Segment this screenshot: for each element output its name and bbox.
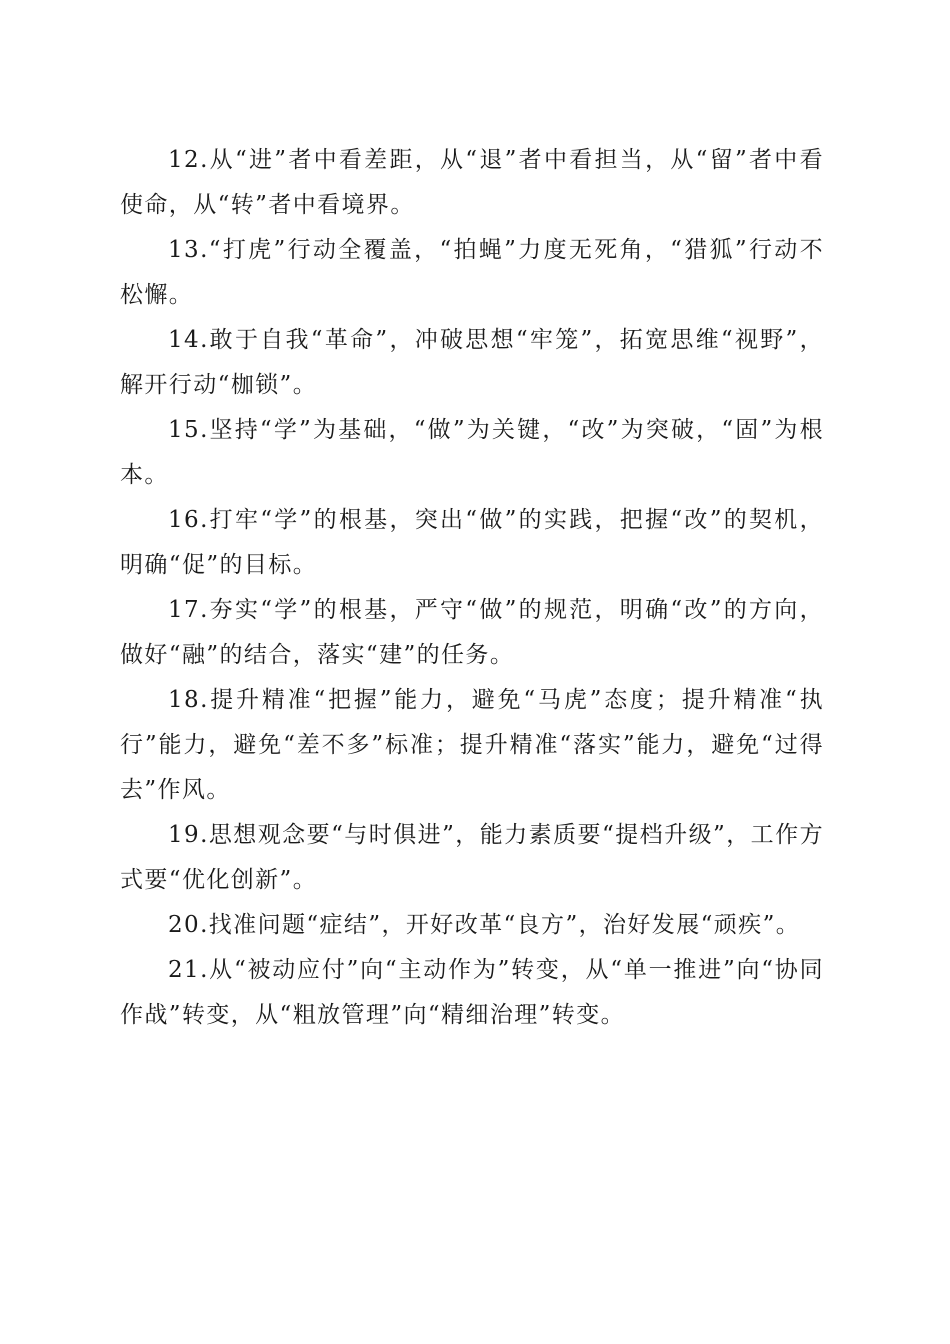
paragraph-19: 19.思想观念要“与时俱进”，能力素质要“提档升级”，工作方式要“优化创新”。	[120, 822, 824, 893]
paragraph-18: 18.提升精准“把握”能力，避免“马虎”态度；提升精准“执行”能力，避免“差不多”标准；提升精准“落实”能力，避免“过得去”作风。	[120, 687, 824, 803]
paragraph-15: 15.坚持“学”为基础，“做”为关键，“改”为突破，“固”为根本。	[120, 417, 824, 488]
paragraph-17: 17.夯实“学”的根基，严守“做”的规范，明确“改”的方向，做好“融”的结合，落实“建”的任务。	[120, 597, 824, 668]
paragraph-21: 21.从“被动应付”向“主动作为”转变，从“单一推进”向“协同作战”转变，从“粗放管理”向“精细治理”转变。	[120, 957, 824, 1028]
document-page	[120, 138, 824, 1038]
paragraph-16: 16.打牢“学”的根基，突出“做”的实践，把握“改”的契机，明确“促”的目标。	[120, 507, 824, 578]
paragraph-14: 14.敢于自我“革命”，冲破思想“牢笼”，拓宽思维“视野”，解开行动“枷锁”。	[120, 327, 824, 398]
paragraph-13: 13.“打虎”行动全覆盖，“拍蝇”力度无死角，“猎狐”行动不松懈。	[120, 237, 824, 308]
paragraph-12: 12.从“进”者中看差距，从“退”者中看担当，从“留”者中看使命，从“转”者中看境界。	[120, 147, 824, 218]
paragraph-20: 20.找准问题“症结”，开好改革“良方”，治好发展“顽疾”。	[168, 912, 801, 938]
